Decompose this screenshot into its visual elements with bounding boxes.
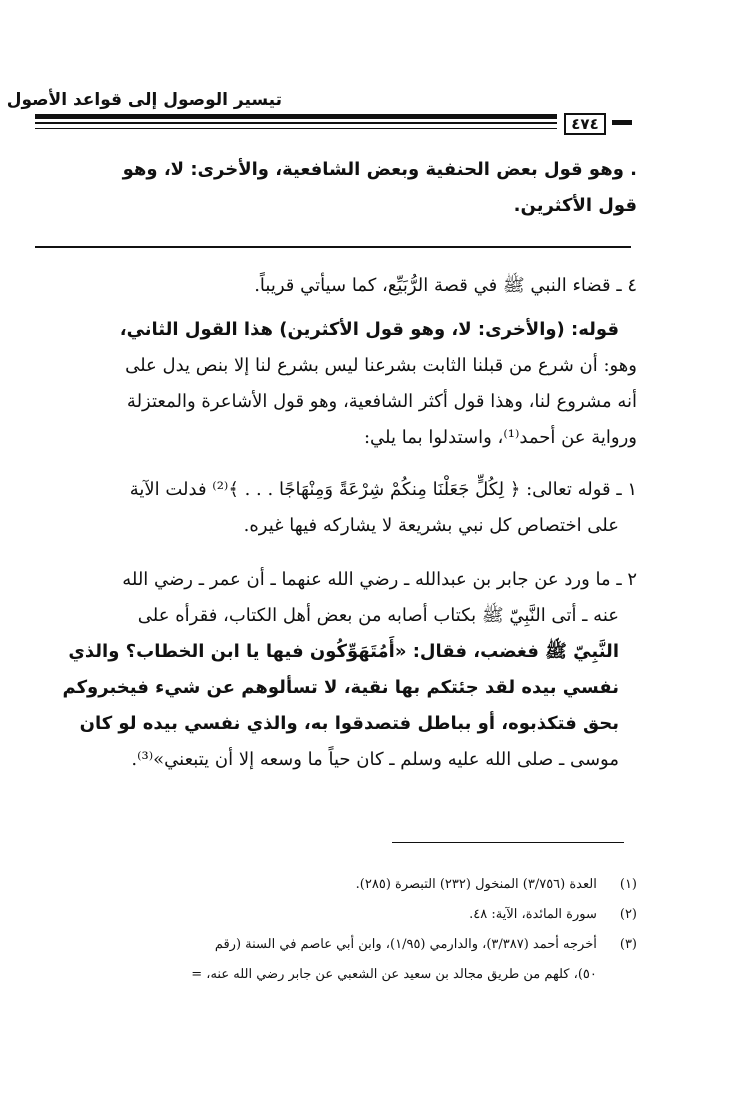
footnote-separator [392,842,624,843]
header-rule-thick [35,114,557,119]
paragraph-second-view: قوله: (والأخرى: لا، وهو قول الأكثرين) هذا القول الثاني، وهو: أن شرع من قبلنا الثابت بشرعنا ليس بشرع لنا إلا بنص يدل على أنه مشروع لنا، وهذا قول أكثر الشافعية، وهو قول الأشاعرة والمعتزلة ورواية عن أحمد⁽¹⁾، واستدلوا بما يلي: [119,319,637,448]
footnotes [117,870,637,990]
header-rule-hair [35,128,557,129]
header-rule-thin [35,122,557,124]
footnote-2: (٢) سورة المائدة، الآية: ٤٨. [469,907,637,922]
item-1: ١ ـ قوله تعالى: ﴿ لِكُلٍّ جَعَلْنَا مِنكُمْ شِرْعَةً وَمِنْهَاجًا . . . ﴾⁽²⁾ فدلت الآية على اختصاص كل نبي بشريعة لا يشاركه فيها غيره. [129,479,637,536]
section-separator [35,246,631,248]
top-paragraph: . وهو قول بعض الحنفية وبعض الشافعية، والأخرى: لا، وهو قول الأكثرين. [122,159,637,216]
item-2: ٢ ـ ما ورد عن جابر بن عبدالله ـ رضي الله عنهما ـ أن عمر ـ رضي الله عنه ـ أتى النَّبِيّ ﷺ بكتاب أصابه من بعض أهل الكتاب، فقرأه على النَّبِيّ ﷺ فغضب، فقال: «أَمُتَهَوِّكُون فيها يا ابن الخطاب؟ والذي نفسي بيده لقد جئتكم بها نقية، لا تسألوهم عن شيء فيخبروكم بحق فتكذبوه، أو بباطل فتصدقوا به، والذي نفسي بيده لو كان موسى ـ صلى الله عليه وسلم ـ كان حياً ما وسعه إلا أن يتبعني»⁽³⁾. [62,569,637,770]
footnote-3: (٣) أخرجه أحمد (٣/٣٨٧)، والدارمي (١/٩٥)، وابن أبي عاصم في السنة (رقم [214,937,637,952]
footnote-3-continued: ٥٠)، كلهم من طريق مجالد بن سعيد عن الشعبي عن جابر رضي الله عنه، = [191,967,597,982]
page-number: ٤٧٤ [564,113,606,135]
running-header-title: تيسير الوصول إلى قواعد الأصول [6,90,282,110]
footnote-1: (١) العدة (٣/٧٥٦) المنخول (٢٣٢) التبصرة (٢٨٥). [355,877,637,892]
item-4: ٤ ـ قضاء النبي ﷺ في قصة الرُّبَيِّع، كما سيأتي قريباً. [254,275,637,296]
header-rule-right [612,120,632,125]
